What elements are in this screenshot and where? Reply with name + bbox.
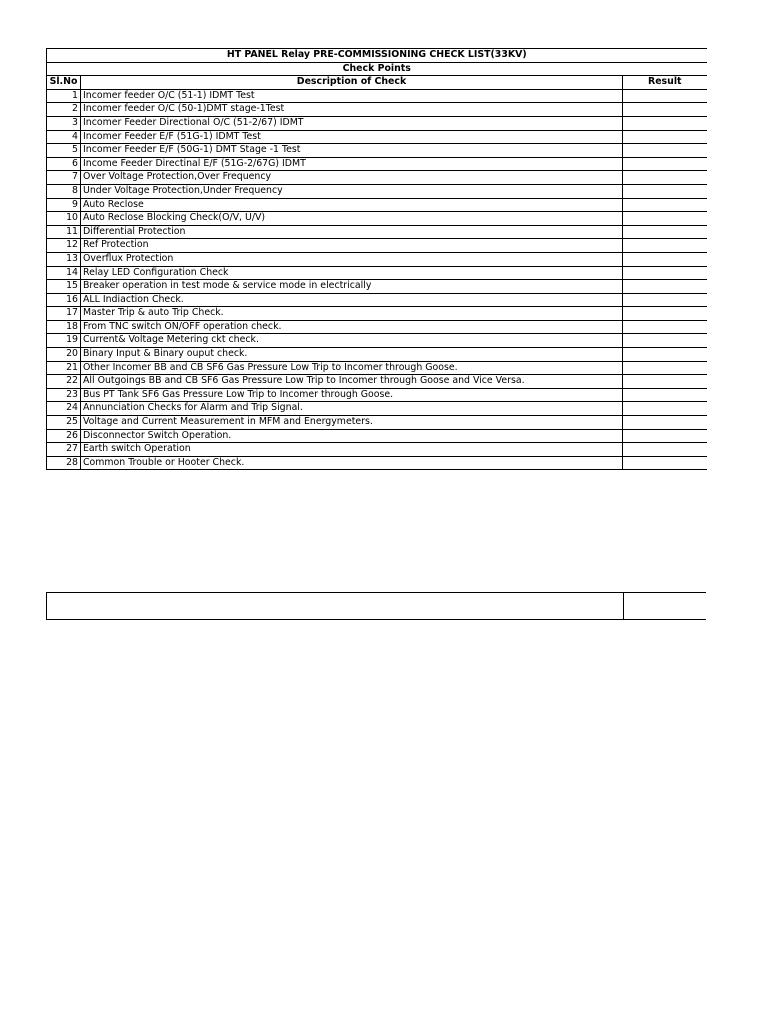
title-row [47, 49, 707, 63]
row-serial-number: 12 [47, 239, 81, 253]
table-row [47, 307, 707, 321]
row-description: Incomer Feeder E/F (50G-1) DMT Stage -1 Test [81, 144, 623, 158]
subtitle-row [47, 62, 707, 76]
row-description: Bus PT Tank SF6 Gas Pressure Low Trip to Incomer through Goose. [81, 388, 623, 402]
row-description: Annunciation Checks for Alarm and Trip Signal. [81, 402, 623, 416]
column-header-slno: Sl.No [47, 76, 81, 90]
row-serial-number: 13 [47, 252, 81, 266]
row-result-cell[interactable] [623, 293, 707, 307]
row-description: From TNC switch ON/OFF operation check. [81, 320, 623, 334]
row-description: Binary Input & Binary ouput check. [81, 348, 623, 362]
row-serial-number: 3 [47, 116, 81, 130]
table-row [47, 280, 707, 294]
row-result-cell[interactable] [623, 184, 707, 198]
table-row [47, 320, 707, 334]
row-serial-number: 27 [47, 443, 81, 457]
row-serial-number: 20 [47, 348, 81, 362]
row-serial-number: 8 [47, 184, 81, 198]
row-result-cell[interactable] [623, 103, 707, 117]
table-row [47, 225, 707, 239]
row-result-cell[interactable] [623, 225, 707, 239]
row-result-cell[interactable] [623, 280, 707, 294]
row-description: Master Trip & auto Trip Check. [81, 307, 623, 321]
row-result-cell[interactable] [623, 334, 707, 348]
checklist-sheet [46, 48, 706, 470]
row-description: Differential Protection [81, 225, 623, 239]
table-row [47, 388, 707, 402]
row-description: Incomer feeder O/C (51-1) IDMT Test [81, 89, 623, 103]
row-serial-number: 18 [47, 320, 81, 334]
table-row [47, 334, 707, 348]
row-description: Income Feeder Directinal E/F (51G-2/67G) IDMT [81, 157, 623, 171]
row-result-cell[interactable] [623, 198, 707, 212]
row-description: Breaker operation in test mode & service mode in electrically [81, 280, 623, 294]
row-description: Other Incomer BB and CB SF6 Gas Pressure Low Trip to Incomer through Goose. [81, 361, 623, 375]
row-result-cell[interactable] [623, 266, 707, 280]
row-result-cell[interactable] [623, 361, 707, 375]
table-row [47, 402, 707, 416]
remarks-divider [623, 593, 624, 619]
row-description: Voltage and Current Measurement in MFM and Energymeters. [81, 416, 623, 430]
row-result-cell[interactable] [623, 402, 707, 416]
table-row [47, 375, 707, 389]
row-serial-number: 16 [47, 293, 81, 307]
row-serial-number: 21 [47, 361, 81, 375]
table-row [47, 130, 707, 144]
row-serial-number: 24 [47, 402, 81, 416]
row-description: Auto Reclose [81, 198, 623, 212]
row-serial-number: 7 [47, 171, 81, 185]
row-description: Disconnector Switch Operation. [81, 429, 623, 443]
row-result-cell[interactable] [623, 375, 707, 389]
table-row [47, 89, 707, 103]
table-row [47, 416, 707, 430]
row-serial-number: 5 [47, 144, 81, 158]
row-serial-number: 25 [47, 416, 81, 430]
table-row [47, 184, 707, 198]
table-row [47, 348, 707, 362]
row-description: ALL Indiaction Check. [81, 293, 623, 307]
row-serial-number: 26 [47, 429, 81, 443]
row-result-cell[interactable] [623, 429, 707, 443]
row-result-cell[interactable] [623, 252, 707, 266]
row-serial-number: 22 [47, 375, 81, 389]
row-serial-number: 9 [47, 198, 81, 212]
row-serial-number: 4 [47, 130, 81, 144]
row-result-cell[interactable] [623, 116, 707, 130]
row-result-cell[interactable] [623, 307, 707, 321]
table-row [47, 443, 707, 457]
row-result-cell[interactable] [623, 348, 707, 362]
row-serial-number: 23 [47, 388, 81, 402]
column-header-result: Result [623, 76, 707, 90]
row-result-cell[interactable] [623, 144, 707, 158]
row-description: Auto Reclose Blocking Check(O/V, U/V) [81, 212, 623, 226]
row-serial-number: 17 [47, 307, 81, 321]
table-row [47, 116, 707, 130]
table-row [47, 456, 707, 470]
table-row [47, 212, 707, 226]
row-serial-number: 6 [47, 157, 81, 171]
row-serial-number: 2 [47, 103, 81, 117]
row-serial-number: 15 [47, 280, 81, 294]
document-subtitle: Check Points [47, 62, 707, 76]
table-row [47, 171, 707, 185]
row-serial-number: 11 [47, 225, 81, 239]
row-serial-number: 14 [47, 266, 81, 280]
row-description: Current& Voltage Metering ckt check. [81, 334, 623, 348]
row-description: Common Trouble or Hooter Check. [81, 456, 623, 470]
column-header-description: Description of Check [81, 76, 623, 90]
document-title: HT PANEL Relay PRE-COMMISSIONING CHECK LIST(33KV) [47, 49, 707, 63]
table-row [47, 266, 707, 280]
table-row [47, 429, 707, 443]
row-description: Incomer Feeder E/F (51G-1) IDMT Test [81, 130, 623, 144]
row-result-cell[interactable] [623, 171, 707, 185]
header-row [47, 76, 707, 90]
row-description: Incomer Feeder Directional O/C (51-2/67) IDMT [81, 116, 623, 130]
table-row [47, 252, 707, 266]
row-result-cell[interactable] [623, 388, 707, 402]
table-row [47, 198, 707, 212]
checklist-rows [47, 89, 707, 470]
row-description: All Outgoings BB and CB SF6 Gas Pressure Low Trip to Incomer through Goose and Vice Versa. [81, 375, 623, 389]
row-result-cell[interactable] [623, 212, 707, 226]
row-description: Incomer feeder O/C (50-1)DMT stage-1Test [81, 103, 623, 117]
row-result-cell[interactable] [623, 416, 707, 430]
row-result-cell[interactable] [623, 456, 707, 470]
table-row [47, 293, 707, 307]
table-row [47, 361, 707, 375]
row-description: Ref Protection [81, 239, 623, 253]
checklist-table [46, 48, 707, 470]
table-row [47, 239, 707, 253]
row-result-cell[interactable] [623, 443, 707, 457]
row-description: Relay LED Configuration Check [81, 266, 623, 280]
row-result-cell[interactable] [623, 157, 707, 171]
row-serial-number: 10 [47, 212, 81, 226]
row-result-cell[interactable] [623, 130, 707, 144]
row-serial-number: 28 [47, 456, 81, 470]
table-row [47, 144, 707, 158]
row-serial-number: 19 [47, 334, 81, 348]
table-row [47, 157, 707, 171]
table-row [47, 103, 707, 117]
row-description: Overflux Protection [81, 252, 623, 266]
row-result-cell[interactable] [623, 320, 707, 334]
row-result-cell[interactable] [623, 89, 707, 103]
row-description: Under Voltage Protection,Under Frequency [81, 184, 623, 198]
row-description: Over Voltage Protection,Over Frequency [81, 171, 623, 185]
row-result-cell[interactable] [623, 239, 707, 253]
row-description: Earth switch Operation [81, 443, 623, 457]
row-serial-number: 1 [47, 89, 81, 103]
remarks-box [46, 592, 706, 620]
